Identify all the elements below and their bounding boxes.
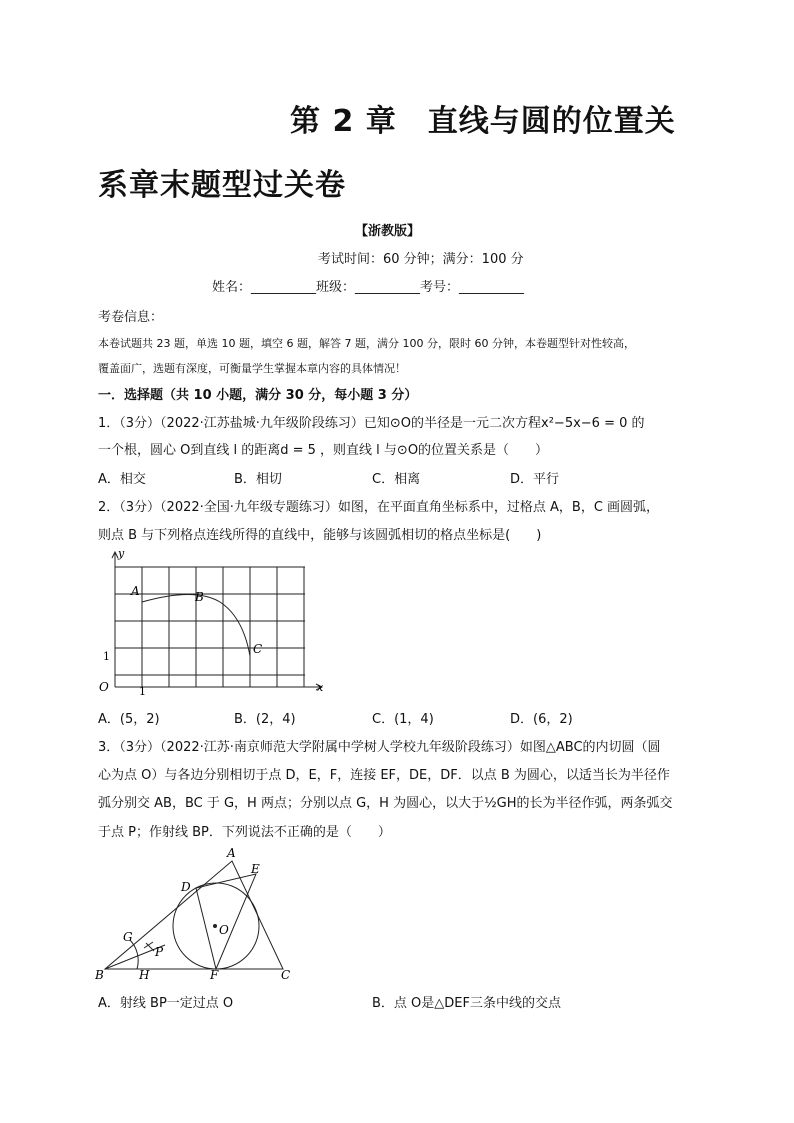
point-b-label: B <box>195 590 204 604</box>
q2-option-d: D．(6，2) <box>510 712 573 727</box>
q1-option-a: A．相交 <box>98 472 146 487</box>
q3-line3: 弧分别交 AB，BC 于 G，H 两点；分别以点 G，H 为圆心，以大于½GH的长为半径作弧，两条弧交 <box>98 796 673 811</box>
q2-option-b: B．(2，4) <box>234 712 296 727</box>
label-g: G <box>123 930 133 944</box>
edition-label: 【浙教版】 <box>355 224 421 239</box>
label-p: P <box>155 945 164 959</box>
label-o: O <box>219 923 229 937</box>
q2-grid-figure <box>95 545 335 700</box>
label-h: H <box>139 968 150 982</box>
label-a: A <box>227 846 236 860</box>
center-dot <box>213 924 217 928</box>
q1-option-c: C．相离 <box>372 472 421 487</box>
q2-option-c: C．(1，4) <box>372 712 434 727</box>
q1-line1: 1．（3分）（2022·江苏盐城·九年级阶段练习）已知⊙O的半径是一元二次方程x²−5x−6 = 0 的 <box>98 416 645 431</box>
q2-line1: 2．（3分）（2022·全国·九年级专题练习）如图，在平面直角坐标系中，过格点 A，B，C 画圆弧， <box>98 500 660 515</box>
q1-option-b: B．相切 <box>234 472 282 487</box>
q3-line4: 于点 P；作射线 BP．下列说法不正确的是（ ） <box>98 825 391 840</box>
q1-option-d: D．平行 <box>510 472 560 487</box>
q3-option-a: A．射线 BP一定过点 O <box>98 996 234 1011</box>
point-c-label: C <box>253 642 263 656</box>
page-title-line1: 第 2 章 直线与圆的位置关 <box>290 104 676 139</box>
q3-line2: 心为点 O）与各边分别相切于点 D，E，F，连接 EF，DE，DF．以点 B 为圆心，以适当长为半径作 <box>98 768 670 783</box>
label-d: D <box>181 880 191 894</box>
label-e: E <box>251 862 260 876</box>
x-tick-label: 1 <box>139 685 146 698</box>
q3-option-b: B．点 O是△DEF三条中线的交点 <box>372 996 561 1011</box>
page-title-line2: 系章末题型过关卷 <box>98 168 346 203</box>
q3-line1: 3．（3分）（2022·江苏·南京师范大学附属中学树人学校九年级阶段练习）如图△ABC的内切圆（圆 <box>98 740 661 755</box>
section-heading: 一．选择题（共 10 小题，满分 30 分，每小题 3 分） <box>98 388 418 403</box>
point-a-label: A <box>131 584 140 598</box>
exam-info-line1: 本卷试题共 23 题，单选 10 题，填空 6 题，解答 7 题，满分 100 分，限时 60 分钟，本卷题型针对性较高， <box>98 337 635 350</box>
label-f: F <box>210 968 219 982</box>
q2-option-a: A．(5，2) <box>98 712 160 727</box>
triangle-abc <box>105 861 283 969</box>
grid-lines <box>115 567 305 687</box>
q2-line2: 则点 B 与下列格点连线所得的直线中，能够与该圆弧相切的格点坐标是( ) <box>98 528 542 543</box>
q3-triangle-figure <box>95 845 305 985</box>
triangle-def <box>196 874 256 969</box>
origin-label: O <box>99 680 109 694</box>
y-axis-label: y <box>118 547 125 560</box>
x-axis-label: x <box>317 681 324 694</box>
y-tick-label: 1 <box>103 650 110 663</box>
label-b: B <box>95 968 104 982</box>
label-c: C <box>281 968 291 982</box>
exam-time: 考试时间：60 分钟；满分：100 分 <box>318 252 524 267</box>
q1-line2: 一个根，圆心 O到直线 l 的距离d = 5 ，则直线 l 与⊙O的位置关系是（ ） <box>98 443 549 458</box>
exam-info-line2: 覆盖面广，选题有深度，可衡量学生掌握本章内容的具体情况！ <box>98 362 406 375</box>
student-info-line: 姓名：__________班级：__________考号：__________ <box>212 280 525 295</box>
exam-info-label: 考卷信息： <box>98 310 164 325</box>
